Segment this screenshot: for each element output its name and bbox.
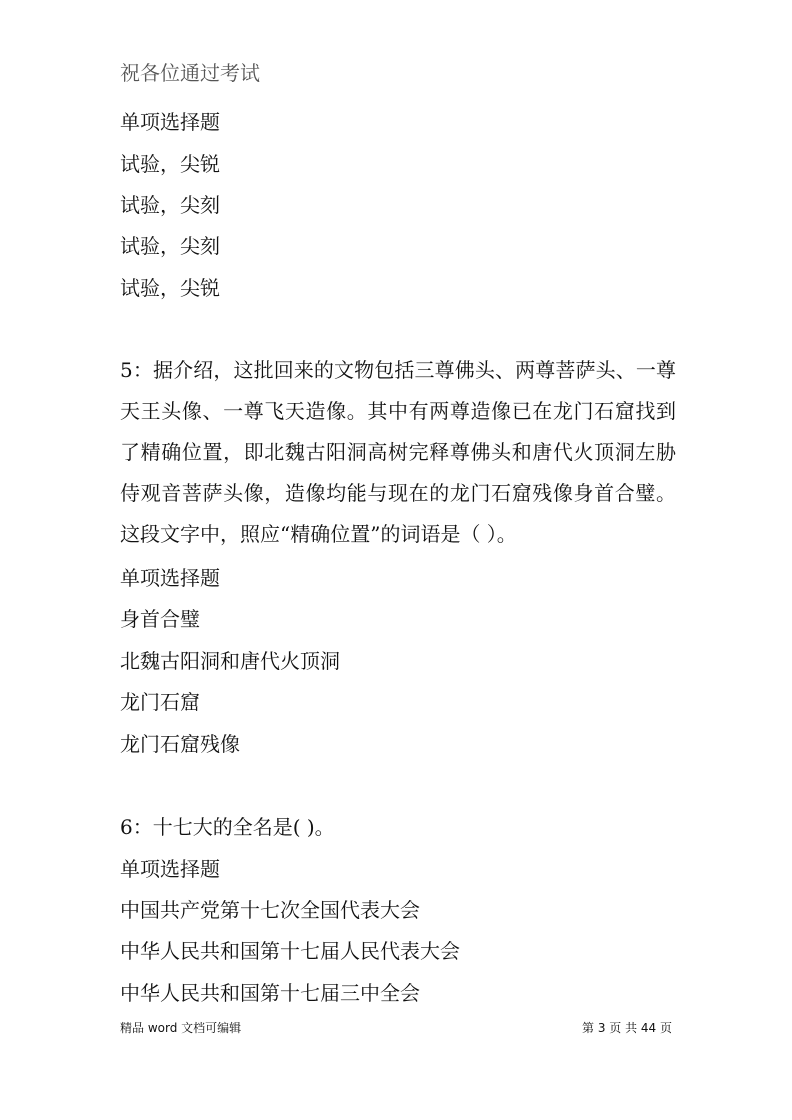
q4-type: 单项选择题 [120,110,220,134]
q5-option-3: 龙门石窟 [120,690,200,714]
q4-option-2: 试验，尖刻 [120,193,220,217]
q5-type: 单项选择题 [120,566,220,590]
q6-type: 单项选择题 [120,857,220,881]
q6-option-2: 中华人民共和国第十七届人民代表大会 [120,939,460,963]
q5-option-4: 龙门石窟残像 [120,732,240,756]
q6-stem: 6：十七大的全名是( )。 [120,815,335,839]
footer-editable-note: 精品 word 文档可编辑 [120,1021,242,1035]
header-text: 祝各位通过考试 [120,61,260,85]
q5-option-1: 身首合璧 [120,607,200,631]
q6-option-1: 中国共产党第十七次全国代表大会 [120,898,420,922]
q4-option-3: 试验，尖刻 [120,234,220,258]
q4-option-4: 试验，尖锐 [120,276,220,300]
q4-option-1: 试验，尖锐 [120,152,220,176]
q5-option-2: 北魏古阳洞和唐代火顶洞 [120,649,340,673]
footer-page-number: 第 3 页 共 44 页 [582,1021,672,1035]
q5-stem: 5：据介绍，这批回来的文物包括三尊佛头、两尊菩萨头、一尊天王头像、一尊飞天造像。其中有两尊造像已在龙门石窟找到了精确位置，即北魏古阳洞高树完释尊佛头和唐代火顶洞左胁侍观音菩萨头像，造像均能与现在的龙门石窟残像身首合璧。这段文字中，照应“精确位置”的词语是（ ）。 [120,358,676,546]
q6-option-3: 中华人民共和国第十七届三中全会 [120,981,420,1005]
